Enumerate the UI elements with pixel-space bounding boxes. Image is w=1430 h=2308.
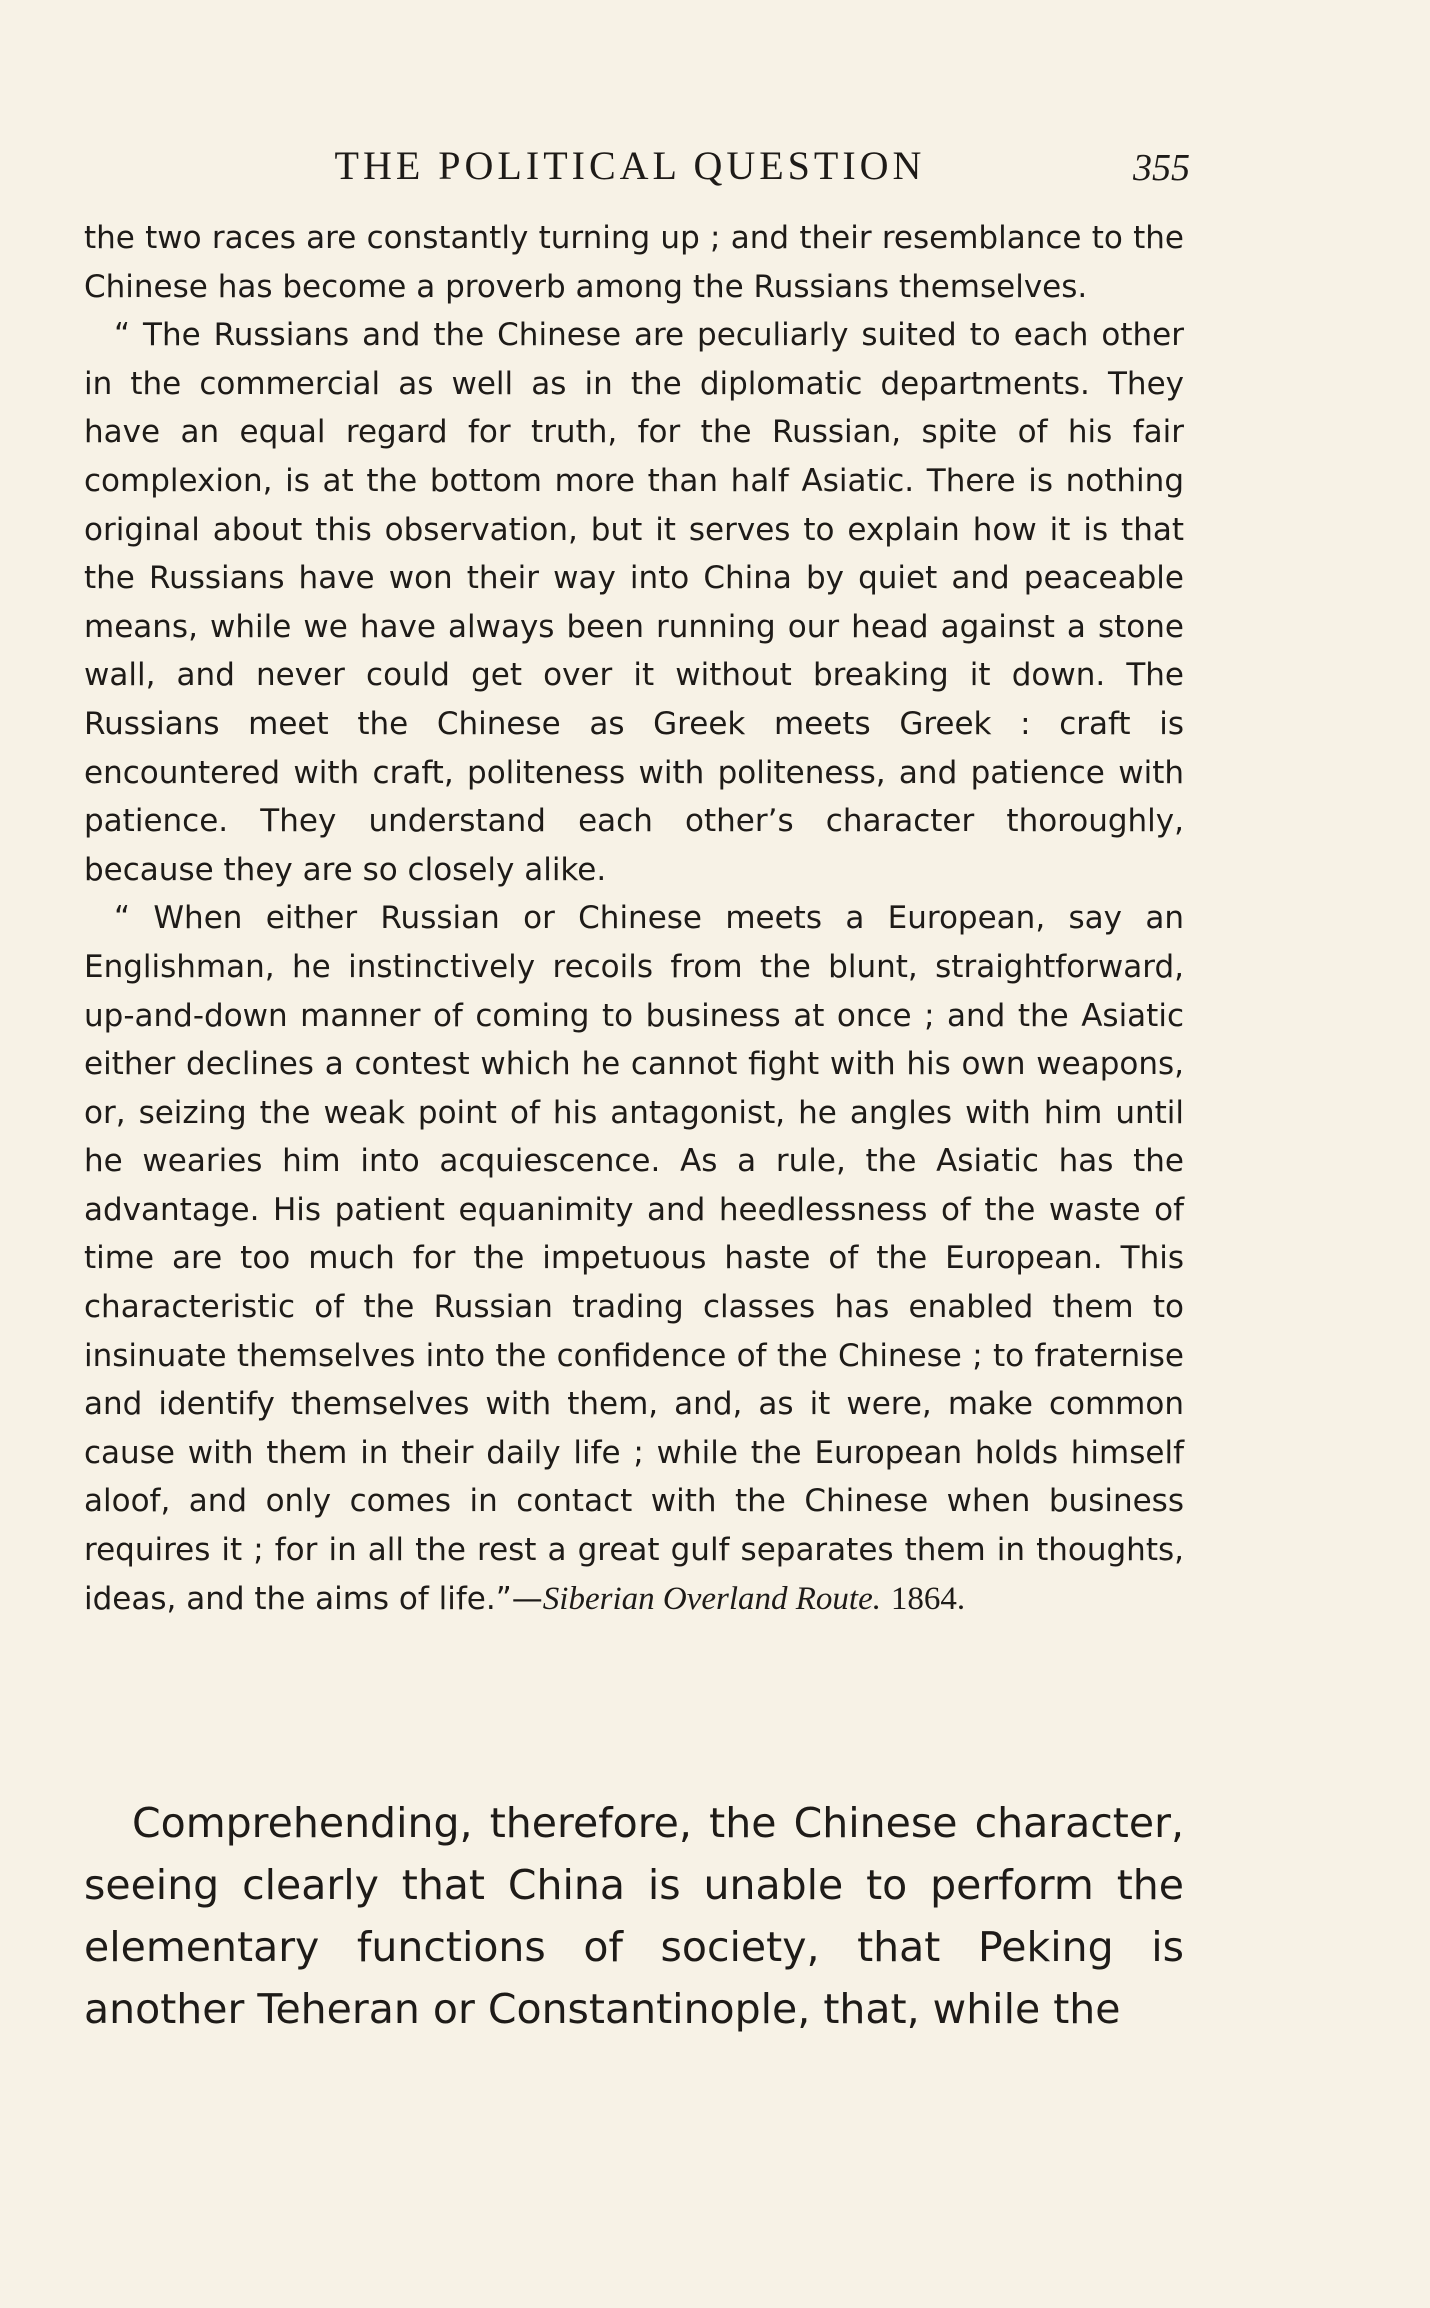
running-head	[80, 138, 1190, 198]
quote-paragraph-3-text: “ When either Russian or Chinese meets a European, say an Englishman, he instinctively recoils from the blunt, straightforward, up-and-down manner of coming to business at once ; and the Asiatic either declines a contest which he cannot fight with his own weapons, or, seizing the weak point of his antagonist, he angles with him until he wearies him into acquiescence. As a rule, the Asiatic has the advantage. His patient equanimity and heedlessness of the waste of time are too much for the impetuous haste of the European. This characteristic of the Russian trading classes has enabled them to insinuate themselves into the confidence of the Chinese ; to fraternise and identify themselves with them, and, as it were, make common cause with them in their daily life ; while the European holds himself aloof, and only comes in contact with the Chinese when business requires it ; for in all the rest a great gulf separates them in thoughts, ideas, and the aims of life.”—	[84, 900, 1184, 1617]
quoted-passage	[84, 214, 1184, 1623]
quote-paragraph-3	[84, 894, 1184, 1623]
quote-paragraph-1: the two races are constantly turning up ; and their resemblance to the Chinese has become a proverb among the Russians themselves.	[84, 220, 1184, 305]
body-paragraph: Comprehending, therefore, the Chinese character, seeing clearly that China is unable to perform the elementary functions of society, that Peking is another Teheran or Constantinople, that, while the	[84, 1799, 1184, 2033]
citation-title: Siberian Overland Route.	[542, 1580, 881, 1617]
page-number: 355	[1133, 147, 1190, 189]
quote-paragraph-2: “ The Russians and the Chinese are peculiarly suited to each other in the commercial as well as in the diplomatic departments. They have an equal regard for truth, for the Russian, spite of his fair complexion, is at the bottom more than half Asiatic. There is nothing original about this observation, but it serves to explain how it is that the Russians have won their way into China by quiet and peaceable means, while we have always been running our head against a stone wall, and never could get over it without breaking it down. The Russians meet the Chinese as Greek meets Greek : craft is encountered with craft, politeness with politeness, and patience with patience. They understand each other’s character thoroughly, because they are so closely alike.	[84, 317, 1184, 888]
running-title: THE POLITICAL QUESTION	[334, 143, 926, 188]
citation-year: 1864.	[890, 1580, 966, 1617]
